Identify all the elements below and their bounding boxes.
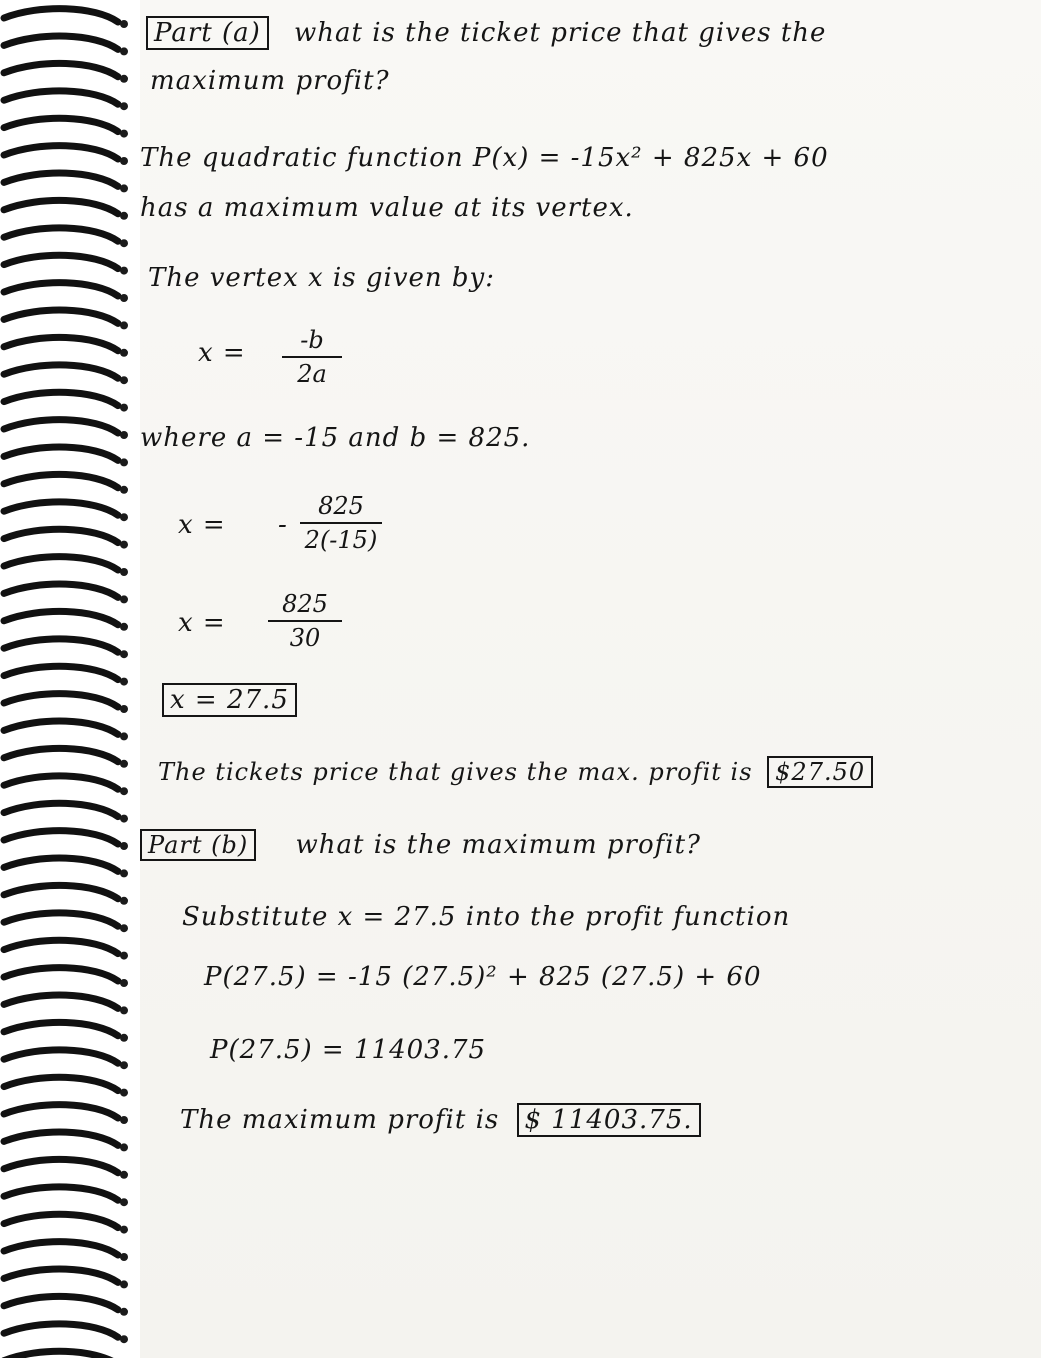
part-a-line3: The vertex x is given by: — [148, 263, 495, 293]
binding-hole — [120, 1280, 128, 1288]
fraction-bar — [300, 522, 382, 524]
binding-hole — [120, 1171, 128, 1179]
binding-hole — [120, 842, 128, 850]
binding-hole — [120, 1308, 128, 1316]
binding-hole — [120, 869, 128, 877]
part-b-conclusion-value: $ 11403.75. — [517, 1103, 701, 1137]
binding-hole — [120, 294, 128, 302]
binding-hole — [120, 815, 128, 823]
part-a-question-line1: what is the ticket price that gives the — [294, 18, 827, 48]
step1-fraction — [300, 492, 382, 554]
binding-hole — [120, 1116, 128, 1124]
binding-hole — [120, 924, 128, 932]
binding-hole — [120, 486, 128, 494]
binding-hole — [120, 267, 128, 275]
formula-numerator: -b — [300, 326, 324, 354]
formula-denominator: 2a — [297, 360, 327, 388]
binding-hole — [120, 1089, 128, 1097]
binding-hole — [120, 184, 128, 192]
binding-hole — [120, 75, 128, 83]
step2-denominator: 30 — [289, 624, 321, 652]
binding-hole — [120, 705, 128, 713]
part-b-label: Part (b) — [140, 829, 256, 861]
binding-hole — [120, 787, 128, 795]
binding-hole — [120, 623, 128, 631]
binding-hole — [120, 239, 128, 247]
binding-hole — [120, 349, 128, 357]
binding-hole — [120, 102, 128, 110]
binding-hole — [120, 760, 128, 768]
binding-hole — [120, 732, 128, 740]
binding-hole — [120, 20, 128, 28]
binding-hole — [120, 595, 128, 603]
binding-hole — [120, 404, 128, 412]
binding-hole — [120, 650, 128, 658]
binding-hole — [120, 513, 128, 521]
binding-hole — [120, 157, 128, 165]
binding-hole — [120, 458, 128, 466]
fraction-bar — [268, 620, 342, 622]
binding-hole — [120, 1253, 128, 1261]
binding-hole — [120, 541, 128, 549]
step2-numerator: 825 — [282, 590, 328, 618]
binding-hole — [120, 1034, 128, 1042]
part-b-conclusion: The maximum profit is — [180, 1105, 500, 1135]
binding-hole — [120, 1198, 128, 1206]
part-a-question-line2: maximum profit? — [150, 66, 390, 96]
part-b-line3: P(27.5) = 11403.75 — [210, 1035, 487, 1065]
binding-hole — [120, 376, 128, 384]
binding-hole — [120, 431, 128, 439]
step1-numerator: 825 — [318, 492, 364, 520]
binding-hole — [120, 678, 128, 686]
step1-minus: - — [278, 510, 288, 540]
binding-hole — [120, 979, 128, 987]
where-line: where a = -15 and b = 825. — [140, 423, 531, 453]
binding-hole — [120, 897, 128, 905]
part-a-line1: The quadratic function P(x) = -15x² + 825x + 60 — [140, 143, 829, 173]
part-a-line2: has a maximum value at its vertex. — [140, 193, 634, 223]
part-a-conclusion-value: $27.50 — [767, 756, 873, 788]
step2-fraction — [268, 590, 342, 652]
binding-hole — [120, 321, 128, 329]
binding-hole — [120, 1335, 128, 1343]
part-b-question: what is the maximum profit? — [295, 830, 701, 860]
step2-lhs: x = — [178, 608, 226, 638]
binding-hole — [120, 1143, 128, 1151]
spiral-binding — [0, 0, 140, 1358]
part-a-result: x = 27.5 — [162, 683, 297, 717]
part-b-line1: Substitute x = 27.5 into the profit function — [182, 902, 791, 932]
binding-hole — [120, 952, 128, 960]
binding-hole — [120, 1061, 128, 1069]
part-a-conclusion: The tickets price that gives the max. profit is — [158, 758, 753, 786]
vertex-formula-fraction — [282, 326, 342, 388]
binding-hole — [120, 47, 128, 55]
step1-denominator: 2(-15) — [304, 526, 378, 554]
formula-lhs: x = — [198, 338, 246, 368]
binding-hole — [120, 212, 128, 220]
binding-hole — [120, 130, 128, 138]
step1-lhs: x = — [178, 510, 226, 540]
fraction-bar — [282, 356, 342, 358]
part-a-label: Part (a) — [146, 16, 269, 50]
binding-hole — [120, 1006, 128, 1014]
binding-hole — [120, 568, 128, 576]
binding-hole — [120, 1226, 128, 1234]
part-b-line2: P(27.5) = -15 (27.5)² + 825 (27.5) + 60 — [204, 962, 762, 992]
